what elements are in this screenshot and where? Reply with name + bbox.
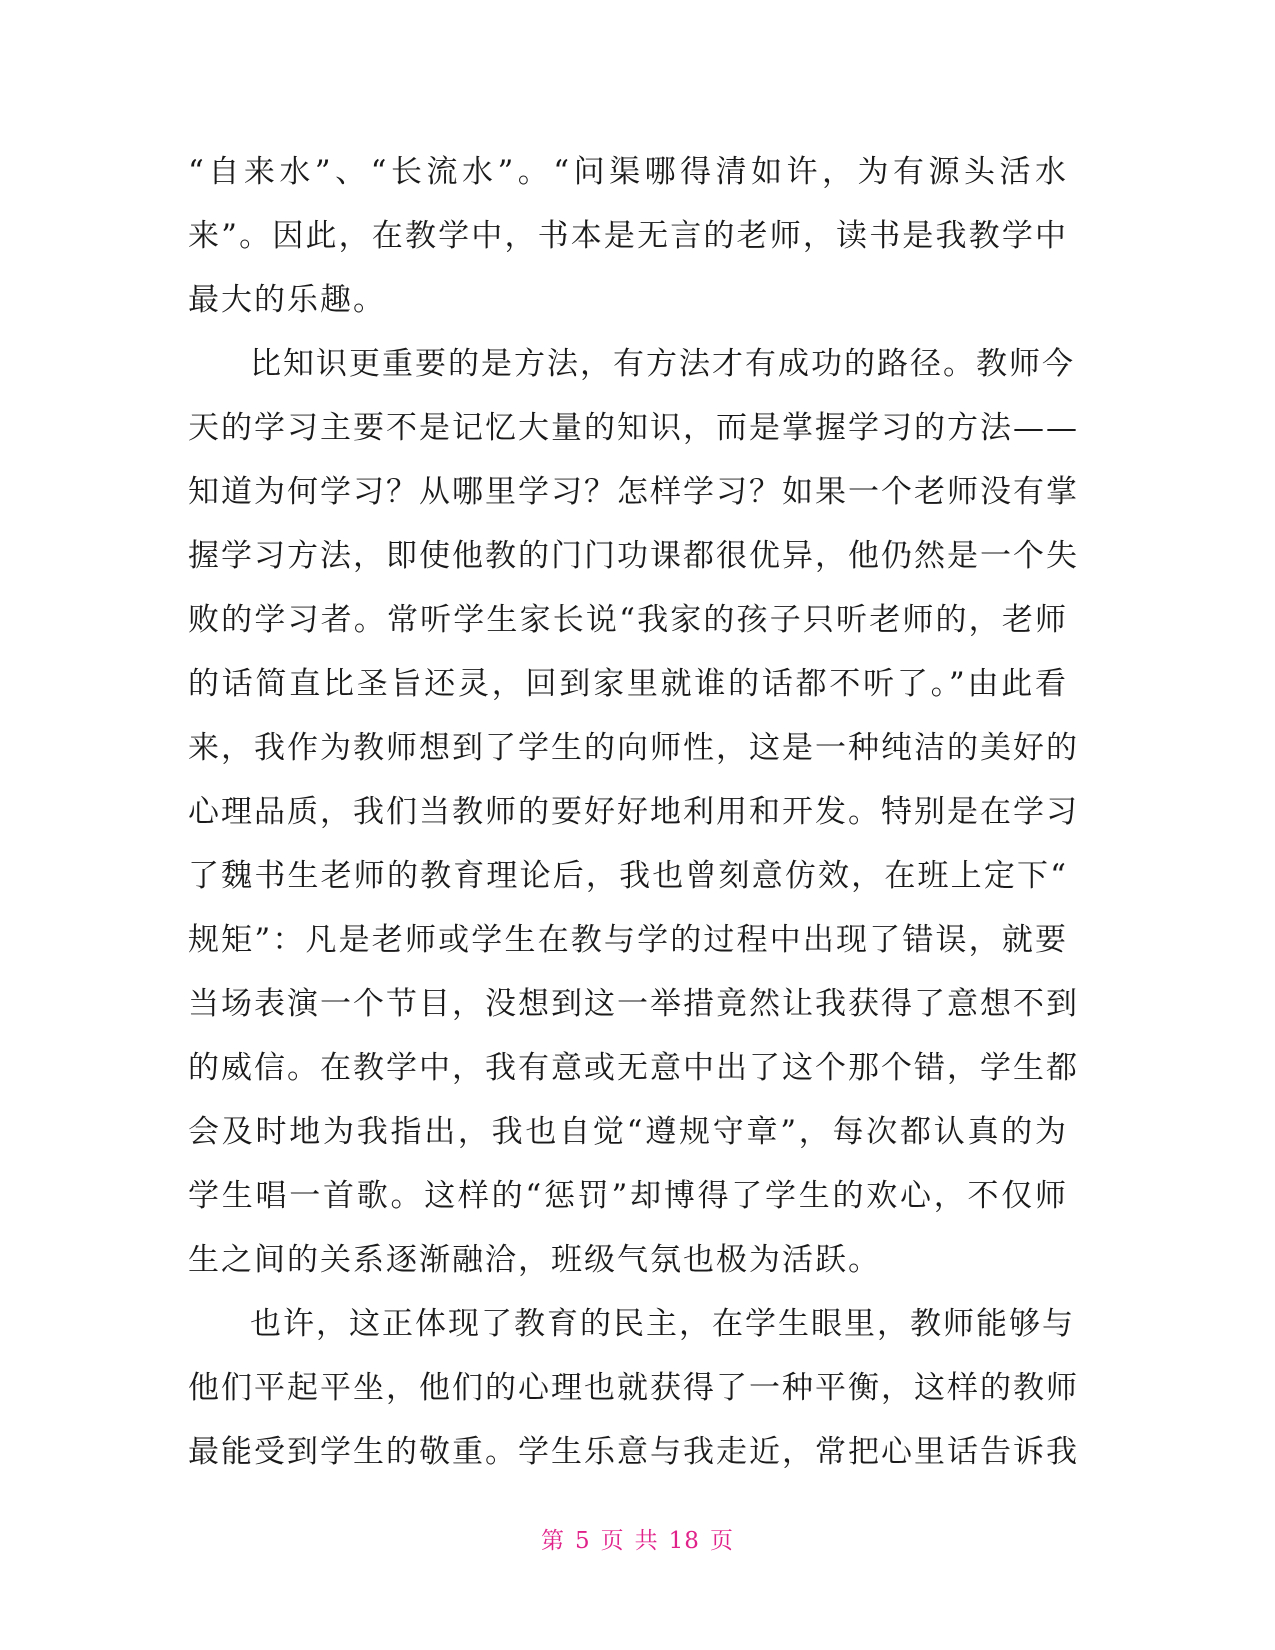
text-line: 来，我作为教师想到了学生的向师性，这是一种纯洁的美好的 [188,730,1079,766]
text-line: 最大的乐趣。 [188,282,386,318]
text-line: 的威信。在教学中，我有意或无意中出了这个那个错，学生都 [188,1050,1079,1086]
document-body [188,140,1079,1484]
paragraph-first-line: 也许，这正体现了教育的民主，在学生眼里，教师能够与 [250,1306,1075,1342]
text-line: 的话简直比圣旨还灵，回到家里就谁的话都不听了。”由此看 [188,666,1068,702]
footer-label-unit-end: 页 [709,1528,734,1554]
text-line: 了魏书生老师的教育理论后，我也曾刻意仿效，在班上定下“ [188,858,1068,894]
text-line: 天的学习主要不是记忆大量的知识，而是掌握学习的方法—— [188,410,1079,446]
text-line: 来”。因此，在教学中，书本是无言的老师，读书是我教学中 [188,218,1068,254]
text-line: 学生唱一首歌。这样的“惩罚”却博得了学生的欢心，不仅师 [188,1178,1068,1214]
text-line: 他们平起平坐，他们的心理也就获得了一种平衡，这样的教师 [188,1370,1079,1406]
text-line: 规矩”：凡是老师或学生在教与学的过程中出现了错误，就要 [188,922,1068,958]
text-line: 败的学习者。常听学生家长说“我家的孩子只听老师的，老师 [188,602,1068,638]
text-line: “自来水”、“长流水”。“问渠哪得清如许，为有源头活水 [188,154,1068,190]
text-line: 最能受到学生的敬重。学生乐意与我走近，常把心里话告诉我 [188,1434,1079,1470]
footer-label-total: 共 [634,1528,659,1554]
current-page-number: 5 [575,1528,591,1554]
text-line: 当场表演一个节目，没想到这一举措竟然让我获得了意想不到 [188,986,1079,1022]
page-footer [0,1522,1275,1555]
footer-label-unit: 页 [600,1528,625,1554]
paragraph-first-line: 比知识更重要的是方法，有方法才有成功的路径。教师今 [250,346,1075,382]
text-line: 生之间的关系逐渐融洽，班级气氛也极为活跃。 [188,1242,881,1278]
total-pages-number: 18 [668,1528,700,1554]
text-line: 知道为何学习？从哪里学习？怎样学习？如果一个老师没有掌 [188,474,1079,510]
text-line: 握学习方法，即使他教的门门功课都很优异，他仍然是一个失 [188,538,1079,574]
text-line: 会及时地为我指出，我也自觉“遵规守章”，每次都认真的为 [188,1114,1068,1150]
footer-label-page: 第 [541,1528,566,1554]
text-line: 心理品质，我们当教师的要好好地利用和开发。特别是在学习 [188,794,1079,830]
